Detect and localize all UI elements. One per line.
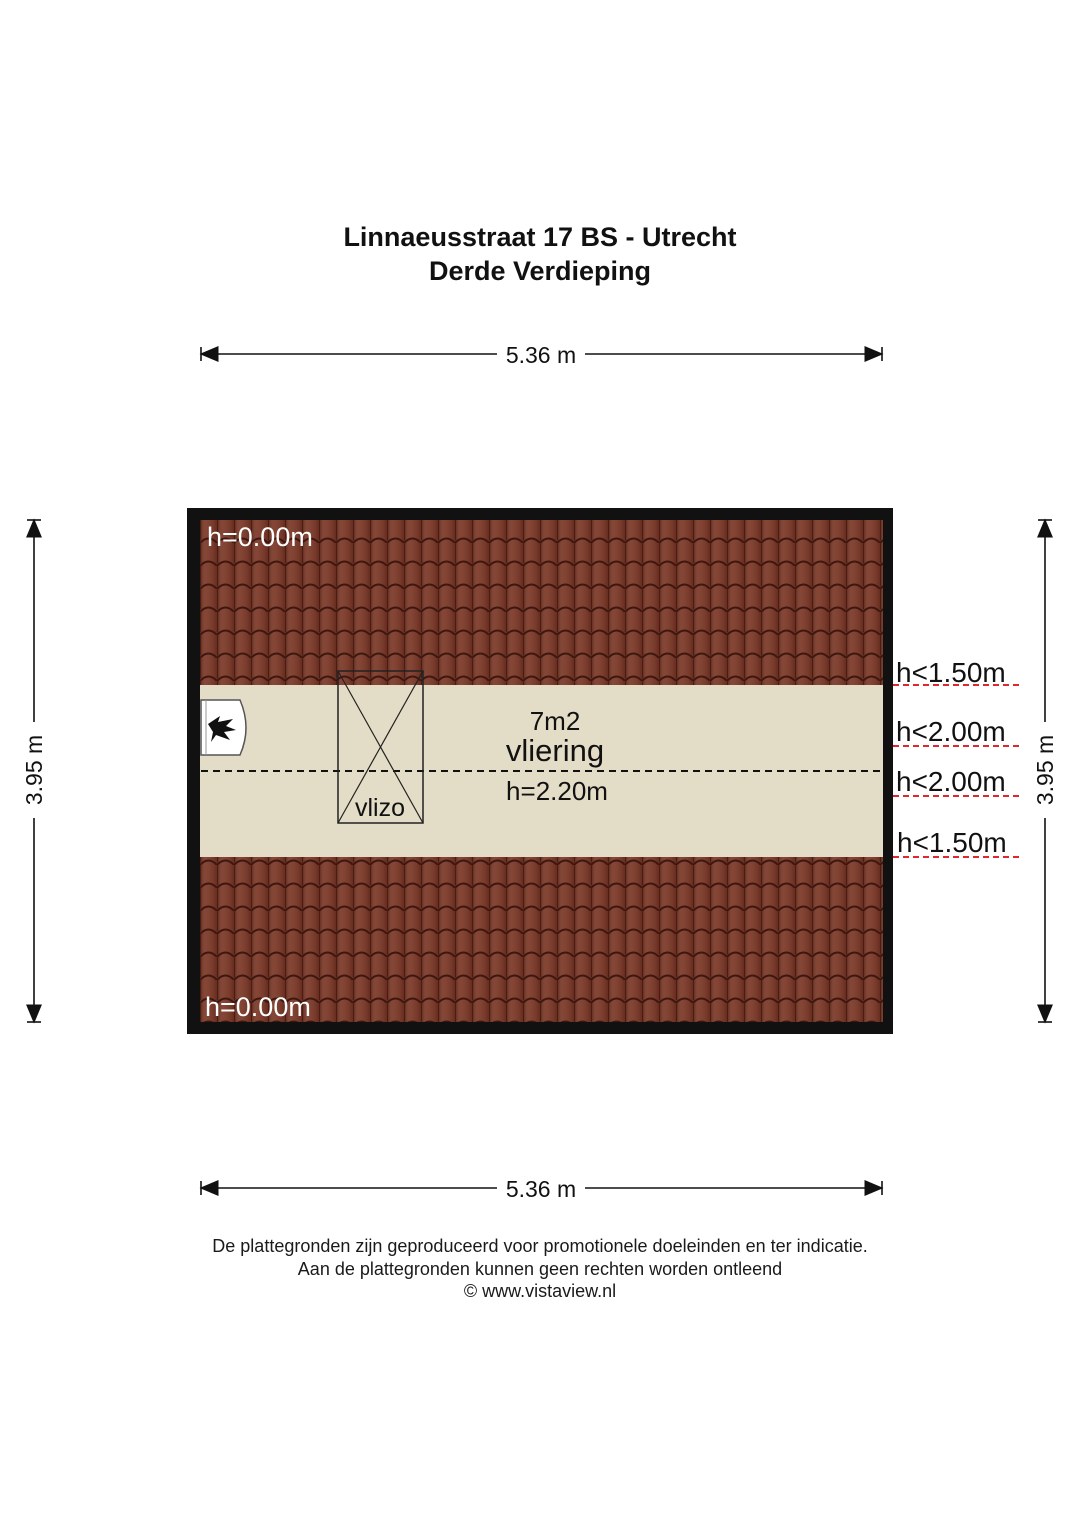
dimension-depth-right-label: 3.95 m	[1032, 734, 1058, 806]
dimension-width-top-label: 5.36 m	[505, 342, 577, 368]
plan-title-address: Linnaeusstraat 17 BS - Utrecht	[343, 222, 737, 252]
room-name: vliering	[505, 733, 605, 768]
height-bottom-left: h=0.00m	[205, 992, 311, 1022]
disclaimer-line-1: De plattegronden zijn geproduceerd voor promotionele doeleinden en ter indicatie.	[212, 1236, 868, 1256]
dimension-width-bottom	[201, 1176, 882, 1202]
plan-title-floor: Derde Verdieping	[428, 256, 652, 286]
dimension-depth-left-label: 3.95 m	[21, 734, 47, 806]
boiler-unit	[201, 700, 246, 755]
dimension-depth-right	[1032, 520, 1058, 1022]
height-markers-right	[893, 657, 1022, 858]
height-marker-3: h<2.00m	[896, 766, 1006, 797]
hatch-label: vlizo	[354, 794, 406, 822]
dimension-width-bottom-label: 5.36 m	[505, 1176, 577, 1202]
disclaimer-line-2: Aan de plattegronden kunnen geen rechten worden ontleend	[297, 1259, 783, 1279]
copyright-line: © www.vistaview.nl	[463, 1281, 617, 1301]
dimension-depth-left	[21, 520, 47, 1022]
room-height: h=2.20m	[506, 776, 608, 806]
height-marker-2: h<2.00m	[896, 716, 1006, 747]
dimension-width-top	[201, 342, 882, 368]
height-marker-4: h<1.50m	[897, 827, 1007, 858]
height-marker-1: h<1.50m	[896, 657, 1006, 688]
room-area: 7m2	[529, 706, 581, 736]
height-top-left: h=0.00m	[207, 522, 313, 552]
